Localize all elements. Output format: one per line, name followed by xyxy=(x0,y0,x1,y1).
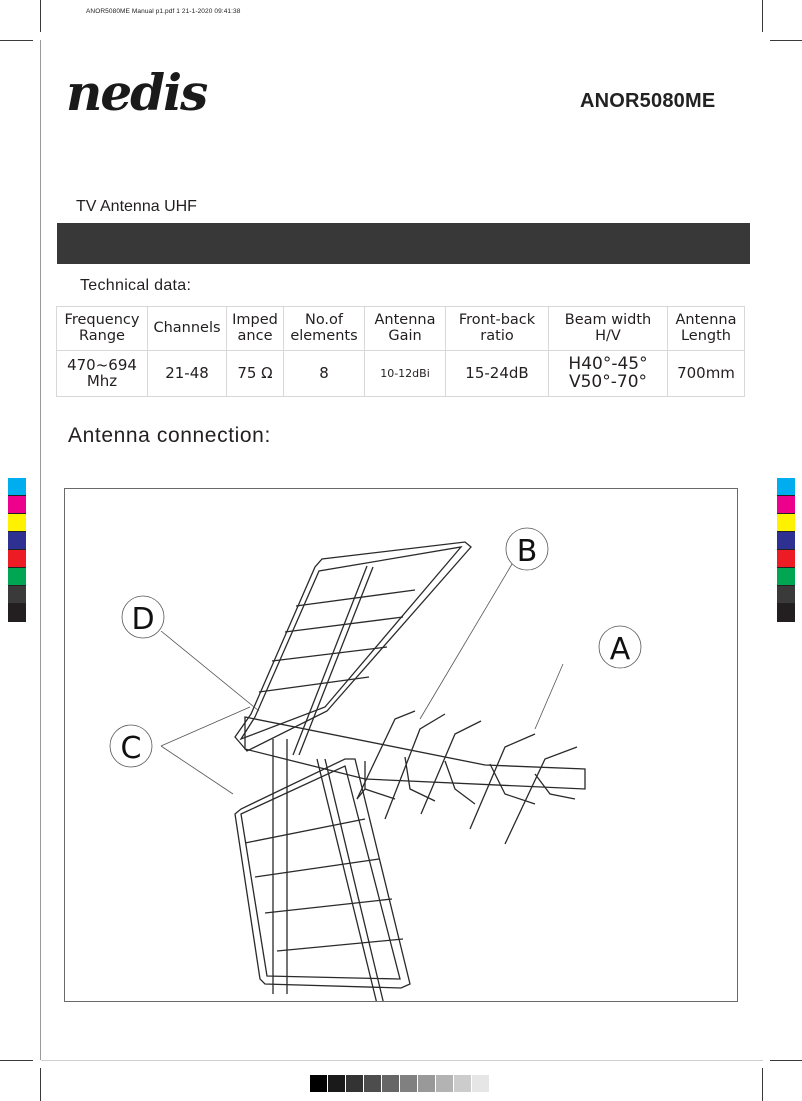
color-bar-right xyxy=(777,478,795,622)
brand-logo xyxy=(64,66,256,127)
antenna-connection-heading: Antenna connection: xyxy=(68,424,271,447)
value-elements: 8 xyxy=(284,351,365,397)
swatch-my xyxy=(8,550,26,568)
crop-mark xyxy=(0,40,33,41)
antenna-illustration-icon xyxy=(65,489,737,1001)
gray-step xyxy=(346,1075,363,1092)
swatch-k xyxy=(8,604,26,622)
svg-text:nedis: nedis xyxy=(66,66,207,122)
nedis-logo-icon xyxy=(64,66,256,122)
crop-mark xyxy=(770,40,802,41)
swatch-y xyxy=(777,514,795,532)
gray-step xyxy=(382,1075,399,1092)
model-number: ANOR5080ME xyxy=(580,90,716,112)
gray-step xyxy=(310,1075,327,1092)
swatch-m xyxy=(777,496,795,514)
header-channels: Channels xyxy=(148,307,227,351)
value-length: 700mm xyxy=(668,351,745,397)
crop-mark xyxy=(40,1068,41,1101)
spec-table xyxy=(56,306,745,397)
swatch-cm xyxy=(777,532,795,550)
header-gain: Antenna Gain xyxy=(365,307,446,351)
gray-step xyxy=(472,1075,489,1092)
callout-d: D xyxy=(131,602,155,637)
gray-step xyxy=(400,1075,417,1092)
callout-b: B xyxy=(516,534,538,569)
swatch-cy xyxy=(8,568,26,586)
gray-step xyxy=(436,1075,453,1092)
swatch-k xyxy=(777,604,795,622)
print-slug: ANOR5080ME Manual p1.pdf 1 21-1-2020 09:41:38 xyxy=(86,8,241,15)
swatch-m xyxy=(8,496,26,514)
swatch-c xyxy=(777,478,795,496)
spec-value-row xyxy=(57,351,745,397)
crop-mark xyxy=(0,1060,33,1061)
page-edge xyxy=(41,1060,763,1061)
callout-a: A xyxy=(609,632,631,667)
technical-data-heading: Technical data: xyxy=(80,277,192,294)
crop-mark xyxy=(770,1060,802,1061)
gray-step xyxy=(364,1075,381,1092)
gray-step xyxy=(328,1075,345,1092)
swatch-cy xyxy=(777,568,795,586)
header-front-back: Front-back ratio xyxy=(446,307,549,351)
header-length: Antenna Length xyxy=(668,307,745,351)
header-beam-width: Beam width H/V xyxy=(549,307,668,351)
gray-step-bar xyxy=(310,1075,490,1092)
value-channels: 21-48 xyxy=(148,351,227,397)
value-impedance: 75 Ω xyxy=(227,351,284,397)
title-bar xyxy=(57,223,750,264)
header-impedance: Imped ance xyxy=(227,307,284,351)
header-frequency: Frequency Range xyxy=(57,307,148,351)
swatch-cmy xyxy=(8,586,26,604)
spec-header-row xyxy=(57,307,745,351)
crop-mark xyxy=(762,0,763,32)
color-bar-left xyxy=(8,478,26,622)
value-front-back: 15-24dB xyxy=(446,351,549,397)
swatch-y xyxy=(8,514,26,532)
swatch-my xyxy=(777,550,795,568)
swatch-c xyxy=(8,478,26,496)
antenna-diagram xyxy=(64,488,738,1002)
value-gain: 10-12dBi xyxy=(365,351,446,397)
callout-c: C xyxy=(120,731,142,766)
value-beam-width: H40°-45° V50°-70° xyxy=(549,351,668,397)
gray-step xyxy=(418,1075,435,1092)
product-subtitle: TV Antenna UHF xyxy=(76,198,197,215)
swatch-cm xyxy=(8,532,26,550)
crop-mark xyxy=(40,0,41,32)
gray-step xyxy=(454,1075,471,1092)
value-frequency: 470~694 Mhz xyxy=(57,351,148,397)
page-edge xyxy=(40,40,41,1060)
header-elements: No.of elements xyxy=(284,307,365,351)
swatch-cmy xyxy=(777,586,795,604)
crop-mark xyxy=(762,1068,763,1101)
